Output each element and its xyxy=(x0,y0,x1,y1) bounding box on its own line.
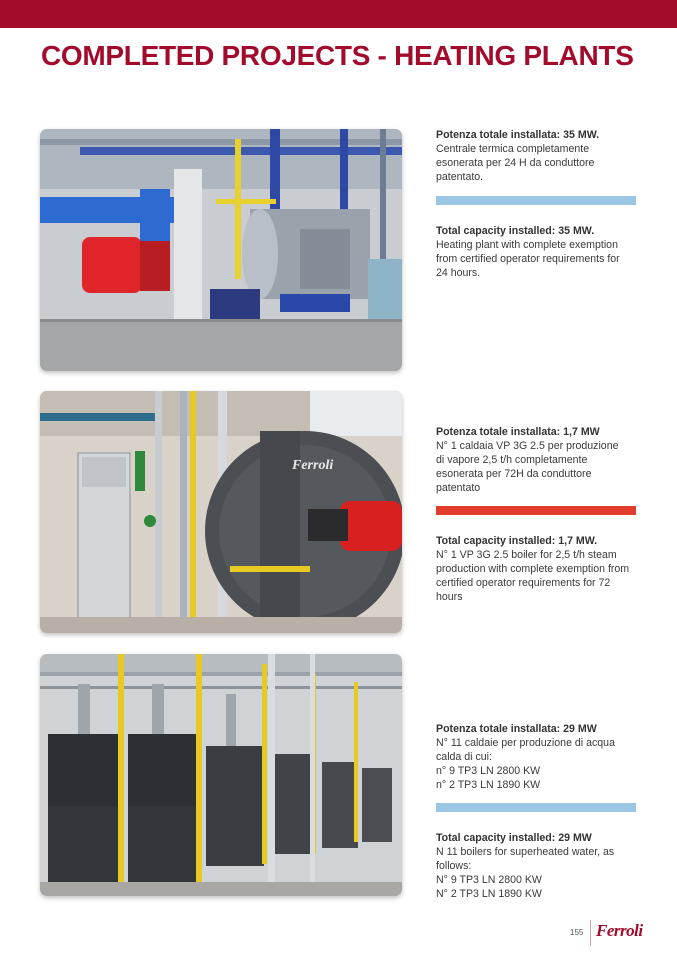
project-2-en-title: Total capacity installed: 1,7 MW. xyxy=(436,535,598,547)
project-3-en-title: Total capacity installed: 29 MW xyxy=(436,832,592,844)
boiler-brand-label: Ferroli xyxy=(292,458,334,473)
project-1-divider xyxy=(436,196,636,205)
project-2-it-body: N° 1 caldaia VP 3G 2.5 per produzione di vapore 2,5 t/h completamente esonerata per 72H da conduttore patentato xyxy=(436,440,619,494)
project-3-italian-text xyxy=(436,722,641,792)
project-3-divider xyxy=(436,803,636,812)
project-photo-2 xyxy=(40,391,402,633)
project-3-en-body: N 11 boilers for superheated water, as follows: N° 9 TP3 LN 2800 KW N° 2 TP3 LN 1890 KW xyxy=(436,846,615,900)
project-photo-3 xyxy=(40,654,402,896)
project-2-italian-text xyxy=(436,425,641,495)
brand-logo: Ferroli xyxy=(596,921,643,940)
project-1-italian-text xyxy=(436,128,641,184)
project-1-en-title: Total capacity installed: 35 MW. xyxy=(436,225,595,237)
project-1-it-body: Centrale termica completamente esonerata per 24 H da conduttore patentato. xyxy=(436,143,595,183)
project-2-english-text xyxy=(436,534,641,604)
page-title: COMPLETED PROJECTS - HEATING PLANTS xyxy=(41,40,634,71)
page-number: 155 xyxy=(570,928,584,937)
project-photo-1 xyxy=(40,129,402,371)
top-bar xyxy=(0,0,677,28)
project-2-it-title: Potenza totale installata: 1,7 MW xyxy=(436,426,600,438)
project-3-english-text xyxy=(436,831,641,901)
footer-divider xyxy=(590,920,591,946)
project-1-en-body: Heating plant with complete exemption from certified operator requirements for 24 hours. xyxy=(436,239,620,279)
project-2-en-body: N° 1 VP 3G 2.5 boiler for 2,5 t/h steam production with complete exemption from certified operator requirements for 72 hours xyxy=(436,549,630,603)
project-1-it-title: Potenza totale installata: 35 MW. xyxy=(436,129,600,141)
project-3-it-body: N° 11 caldaie per produzione di acqua calda di cui: n° 9 TP3 LN 2800 KW n° 2 TP3 LN 1890 KW xyxy=(436,737,615,791)
project-3-it-title: Potenza totale installata: 29 MW xyxy=(436,723,597,735)
project-1-english-text xyxy=(436,224,641,280)
project-2-divider xyxy=(436,506,636,515)
